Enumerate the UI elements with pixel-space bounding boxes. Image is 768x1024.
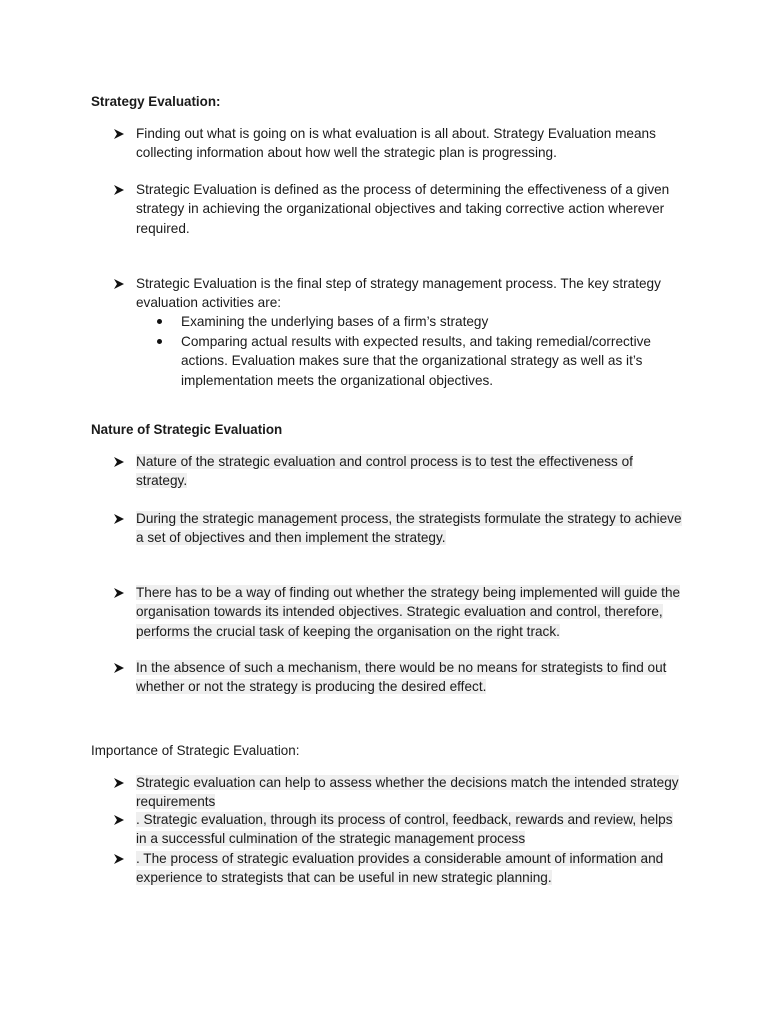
arrowhead-bullet-icon (114, 778, 124, 788)
arrowhead-bullet-icon (114, 129, 124, 139)
section-heading-strategy-evaluation: Strategy Evaluation: (91, 94, 221, 109)
bullet-text: Strategic evaluation can help to assess whether the decisions match the intended strategy requirements (136, 775, 679, 810)
bullet-text: Nature of the strategic evaluation and control process is to test the effectiveness of strategy. (136, 454, 633, 489)
arrowhead-bullet-icon (114, 185, 124, 195)
arrowhead-bullet-icon (114, 815, 124, 825)
arrowhead-bullet-icon (114, 457, 124, 467)
sub-bullet-text: Examining the underlying bases of a firm’s strategy (181, 314, 489, 329)
bullet-text: In the absence of such a mechanism, there would be no means for strategists to find out whether or not the strategy is producing the desired effect. (136, 660, 667, 695)
bullet-text: . Strategic evaluation, through its process of control, feedback, rewards and review, helps in a successful culmination of the strategic management process (136, 812, 673, 847)
bullet-text: During the strategic management process, the strategists formulate the strategy to achieve a set of objectives and then implement the strategy. (136, 511, 682, 546)
list-item (136, 810, 684, 849)
arrowhead-bullet-icon (114, 588, 124, 598)
bullet-text: Strategic Evaluation is defined as the process of determining the effectiveness of a given strategy in achieving the organizational objectives and taking corrective action wherever required. (136, 182, 670, 236)
section-heading-importance: Importance of Strategic Evaluation: (91, 743, 300, 758)
arrowhead-bullet-icon (114, 514, 124, 524)
list-item (136, 583, 684, 641)
arrowhead-bullet-icon (114, 854, 124, 864)
bullet-text: Strategic Evaluation is the final step of strategy management process. The key strategy evaluation activities are: (136, 276, 661, 311)
round-bullet-icon (157, 319, 162, 324)
list-item (136, 773, 684, 812)
sub-list-item (181, 312, 681, 331)
sub-bullet-text: Comparing actual results with expected results, and taking remedial/corrective actions. Evaluation makes sure that the organizational strategy as well as it’s implementation meets the organizational objectives. (181, 334, 651, 388)
sub-list-item (181, 332, 681, 390)
section-heading-nature: Nature of Strategic Evaluation (91, 422, 283, 437)
arrowhead-bullet-icon (114, 279, 124, 289)
bullet-text: There has to be a way of finding out whether the strategy being implemented will guide the organisation towards its intended objectives. Strategic evaluation and control, therefore, performs the crucial task of keeping the organisation on the right track. (136, 585, 681, 639)
list-item (136, 452, 684, 491)
list-item (136, 124, 684, 163)
list-item (136, 849, 684, 888)
list-item (136, 180, 684, 238)
list-item (136, 509, 684, 548)
arrowhead-bullet-icon (114, 663, 124, 673)
bullet-text: . The process of strategic evaluation provides a considerable amount of information and experience to strategists that can be useful in new strategic planning. (136, 851, 664, 886)
list-item (136, 274, 684, 313)
bullet-text: Finding out what is going on is what evaluation is all about. Strategy Evaluation means collecting information about how well the strategic plan is progressing. (136, 126, 656, 161)
list-item (136, 658, 696, 697)
round-bullet-icon (157, 339, 162, 344)
